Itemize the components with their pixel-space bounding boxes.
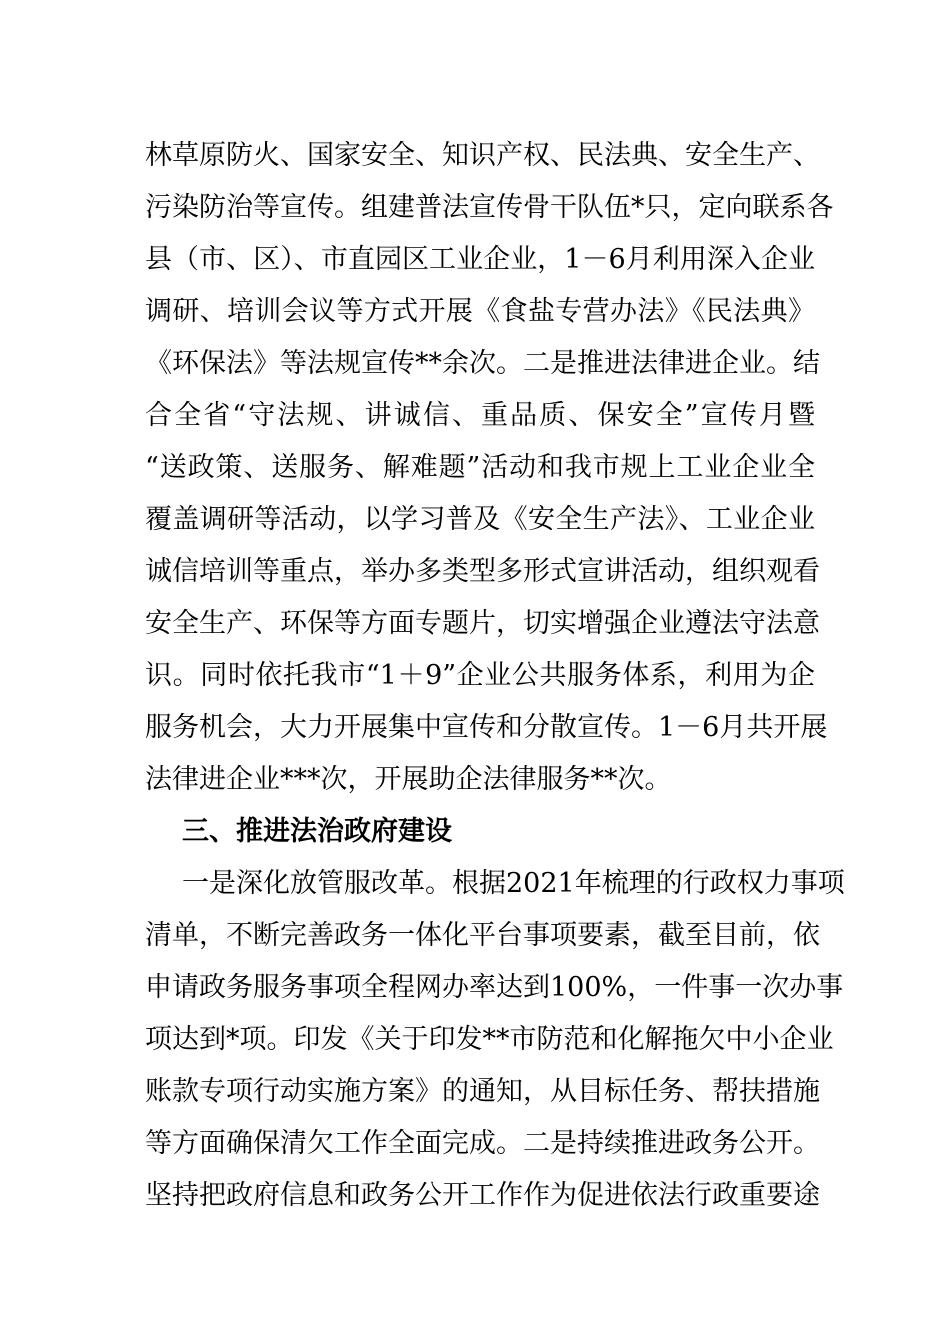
paragraph-1-line-13: 法律进企业***次，开展助企法律服务**次。 — [145, 764, 672, 795]
paragraph-1-line-7: “送政策、送服务、解难题”活动和我市规上工业企业全 — [145, 452, 815, 483]
section-heading: 三、推进法治政府建设 — [182, 816, 452, 847]
paragraph-1-line-1: 林草原防火、国家安全、知识产权、民法典、安全生产、 — [145, 140, 820, 171]
paragraph-2-line-3: 申请政务服务事项全程网办率达到100%，一件事一次办事 — [145, 972, 844, 1003]
paragraph-1-line-5: 《环保法》等法规宣传**余次。二是推进法律进企业。结 — [145, 348, 820, 379]
paragraph-1-line-4: 调研、培训会议等方式开展《食盐专营办法》《民法典》 — [145, 296, 815, 327]
paragraph-1-line-2: 污染防治等宣传。组建普法宣传骨干队伍*只，定向联系各 — [145, 192, 834, 223]
paragraph-2-line-4: 项达到*项。印发《关于印发**市防范和化解拖欠中小企业 — [145, 1024, 834, 1055]
paragraph-1-line-10: 安全生产、环保等方面专题片，切实增强企业遵法守法意 — [145, 608, 820, 639]
paragraph-1-line-9: 诚信培训等重点，举办多类型多形式宣讲活动，组织观看 — [145, 556, 820, 587]
paragraph-1-line-11: 识。同时依托我市“1＋9”企业公共服务体系，利用为企 — [145, 660, 815, 691]
paragraph-2-line-6: 等方面确保清欠工作全面完成。二是持续推进政务公开。 — [145, 1128, 820, 1159]
paragraph-1-line-3: 县（市、区）、市直园区工业企业，1－6月利用深入企业 — [145, 244, 815, 275]
paragraph-2-line-7: 坚持把政府信息和政务公开工作作为促进依法行政重要途 — [145, 1180, 820, 1211]
paragraph-2-line-2: 清单，不断完善政务一体化平台事项要素，截至目前，依 — [145, 920, 820, 951]
paragraph-1-line-12: 服务机会，大力开展集中宣传和分散宣传。1－6月共开展 — [145, 712, 828, 743]
paragraph-1-line-6: 合全省“守法规、讲诚信、重品质、保安全”宣传月暨 — [145, 400, 815, 431]
paragraph-2-line-1: 一是深化放管服改革。根据2021年梳理的行政权力事项 — [182, 868, 845, 899]
paragraph-1-line-8: 覆盖调研等活动，以学习普及《安全生产法》、工业企业 — [145, 504, 815, 535]
paragraph-2-line-5: 账款专项行动实施方案》的通知，从目标任务、帮扶措施 — [145, 1076, 820, 1107]
